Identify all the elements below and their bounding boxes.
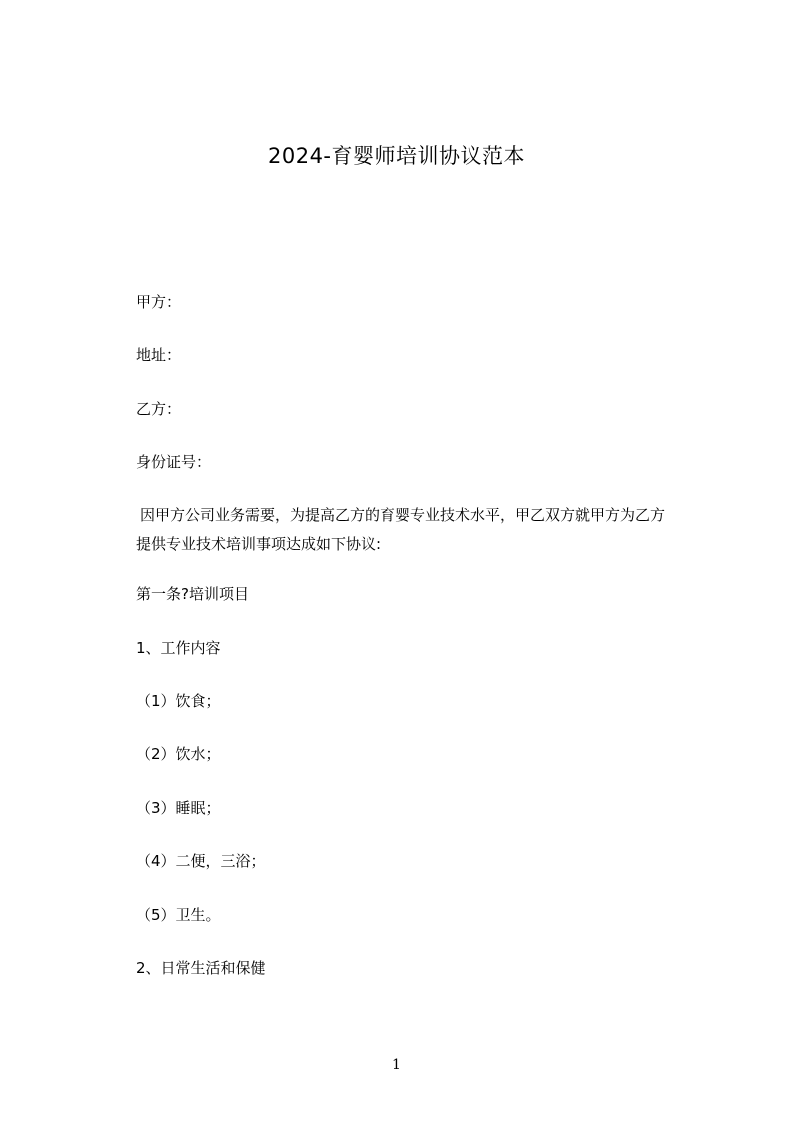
section-1-heading: 1、工作内容 [136,639,221,657]
intro-line-2: 提供专业技术培训事项达成如下协议: [136,535,382,553]
intro-paragraph [136,501,706,559]
list-item-1: （1）饮食； [136,692,221,710]
field-id-number: 身份证号： [136,453,212,471]
field-party-b: 乙方： [136,400,182,418]
document-title: 2024-育婴师培训协议范本 [267,144,526,168]
list-item-5: （5）卫生。 [136,906,221,924]
intro-line-1: 因甲方公司业务需要，为提高乙方的育婴专业技术水平，甲乙双方就甲方为乙方 [140,506,666,524]
list-item-4: （4）二便，三浴； [136,852,266,870]
field-address: 地址： [136,346,182,364]
section-2-heading: 2、日常生活和保健 [136,959,266,977]
page-number: 1 [392,1057,401,1073]
list-item-3: （3）睡眠； [136,799,221,817]
field-party-a: 甲方： [136,293,182,311]
article-1-heading: 第一条?培训项目 [136,585,249,603]
list-item-2: （2）饮水； [136,745,221,763]
